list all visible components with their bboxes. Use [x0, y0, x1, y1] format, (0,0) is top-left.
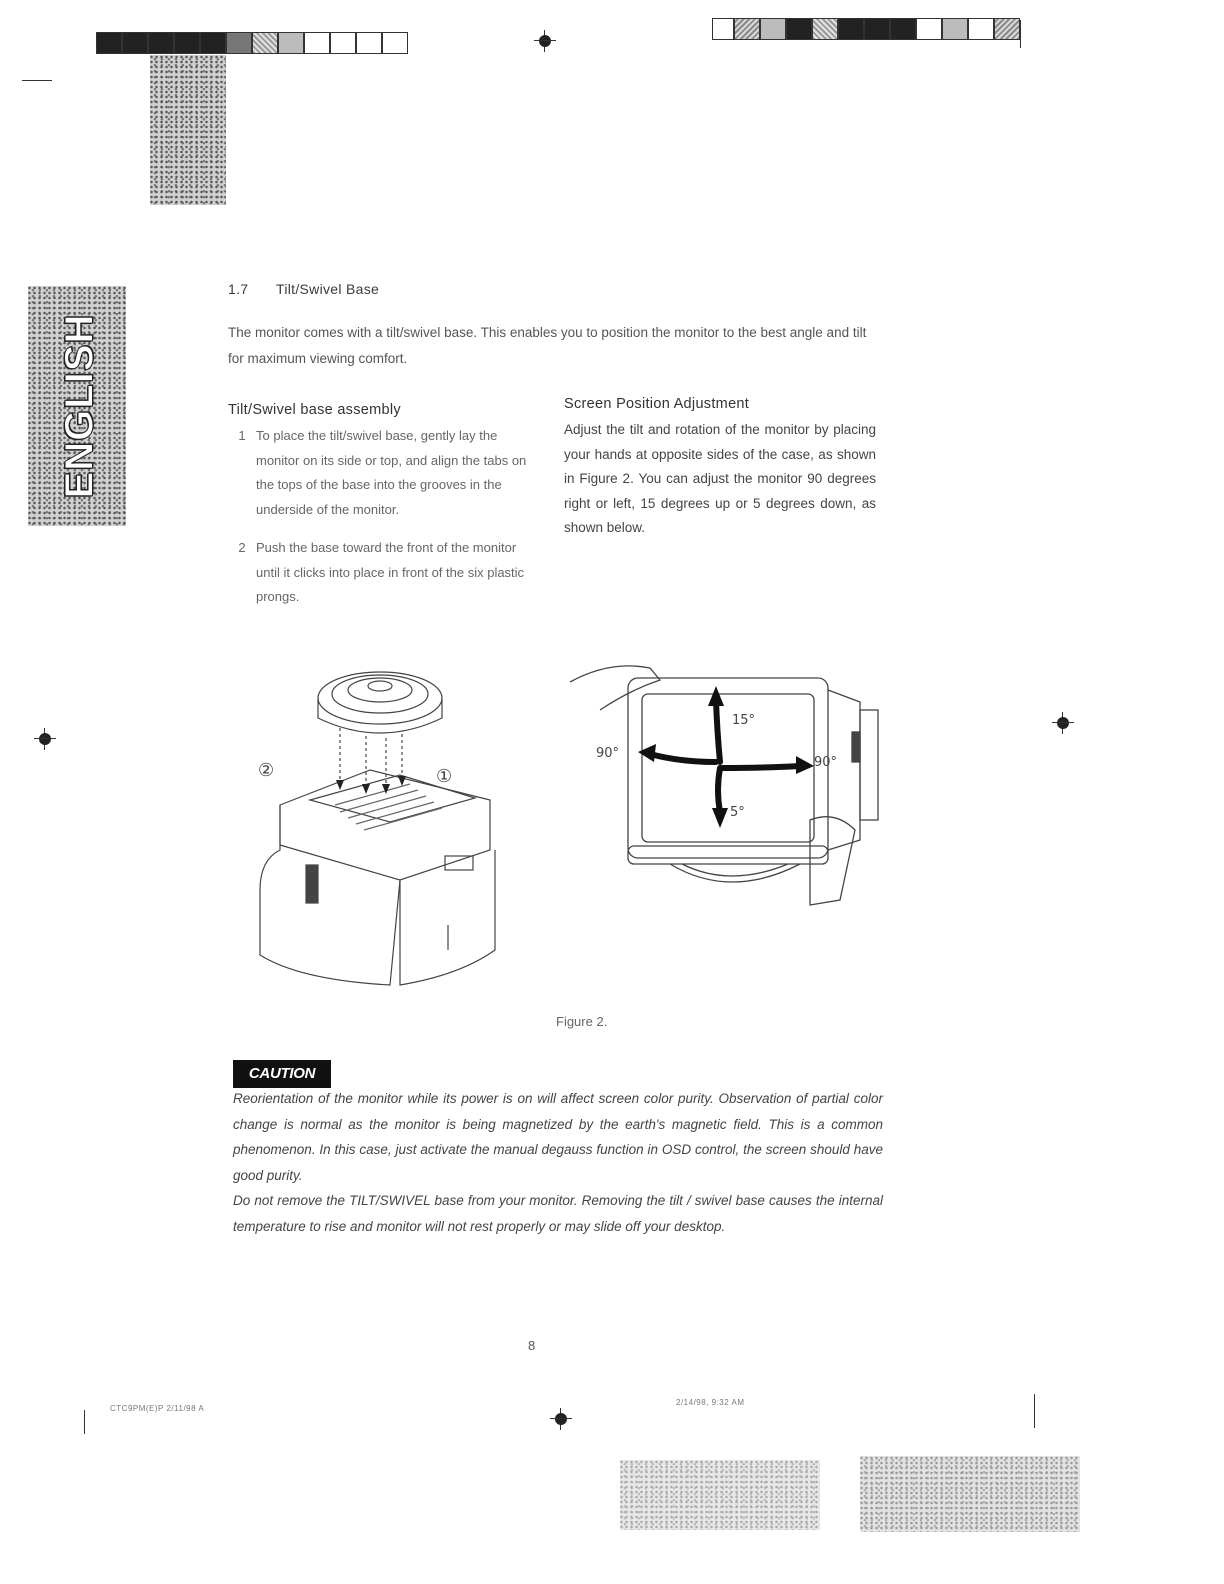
- step-number: 2: [238, 540, 246, 555]
- assembly-column: [228, 402, 528, 610]
- adjustment-body: Adjust the tilt and rotation of the monitor by placing your hands at opposite sides of the case, as shown in Figure 2. You can adjust the monitor 90 degrees right or left, 15 degrees up or 5 degrees down, as shown below.: [564, 422, 876, 536]
- registration-mark-bottom: [550, 1408, 572, 1430]
- caution-paragraph: Reorientation of the monitor while its power is on will affect screen color purity. Observation of partial color change is normal as the monitor is being magnetized by the earth's magnetic field. This is a common phenomenon. In this case, just activate the manual degauss function in OSD control, the screen should have good purity.: [233, 1091, 883, 1183]
- angle-down-label: 5°: [730, 805, 745, 820]
- adjustment-heading: Screen Position Adjustment: [564, 396, 750, 412]
- assembly-heading: Tilt/Swivel base assembly: [228, 402, 401, 418]
- caution-badge: CAUTION: [233, 1060, 331, 1088]
- section-title: [228, 281, 379, 297]
- crop-mark-top-left: [22, 80, 52, 81]
- page-number: 8: [528, 1338, 536, 1353]
- footer-file-info: CTC9PM(E)P 2/11/98 A: [110, 1404, 205, 1413]
- assembly-step: [228, 536, 528, 610]
- calibration-bar-left: [96, 32, 408, 54]
- angle-up-label: 15°: [732, 713, 756, 728]
- screen-adjustment-illustration: [570, 650, 890, 910]
- figure-caption: Figure 2.: [556, 1014, 608, 1029]
- crop-mark-bottom-right: [1034, 1394, 1035, 1428]
- step-text: Push the base toward the front of the monitor until it clicks into place in front of the six plastic prongs.: [256, 540, 525, 604]
- angle-left-label: 90°: [596, 746, 620, 761]
- calibration-bar-right: [712, 18, 1020, 40]
- side-tab-label: ENGLISH: [57, 313, 102, 499]
- crop-mark-top-right: [1020, 20, 1021, 48]
- registration-mark-top: [534, 30, 556, 52]
- step-text: To place the tilt/swivel base, gently lay the monitor on its side or top, and align the tabs on the tops of the base into the grooves in the underside of the monitor.: [256, 428, 527, 517]
- registration-mark-left: [34, 728, 56, 750]
- callout-right: ①: [436, 766, 453, 787]
- intro-paragraph: The monitor comes with a tilt/swivel base. This enables you to position the monitor to the best angle and tilt for maximum viewing comfort.: [228, 325, 867, 366]
- callout-left: ②: [258, 760, 275, 781]
- registration-mark-right: [1052, 712, 1074, 734]
- footer-timestamp: 2/14/98, 9:32 AM: [676, 1398, 745, 1407]
- step-number: 1: [238, 428, 246, 443]
- caution-text: [233, 1086, 883, 1239]
- language-side-tab: [28, 286, 126, 526]
- section-title-text: Tilt/Swivel Base: [276, 281, 380, 297]
- adjustment-column: [564, 396, 876, 541]
- crop-mark-bottom-left: [84, 1410, 85, 1434]
- section-number: 1.7: [228, 281, 249, 297]
- caution-paragraph: Do not remove the TILT/SWIVEL base from your monitor. Removing the tilt / swivel base causes the internal temperature to rise and monitor will not rest properly or may slide off your desktop.: [233, 1193, 883, 1234]
- scan-noise: [860, 1456, 1080, 1532]
- base-assembly-illustration: [240, 660, 510, 990]
- assembly-step: [228, 424, 528, 522]
- scan-noise: [620, 1460, 820, 1530]
- angle-right-label: 90°: [814, 755, 838, 770]
- registration-tone-block: [150, 55, 226, 205]
